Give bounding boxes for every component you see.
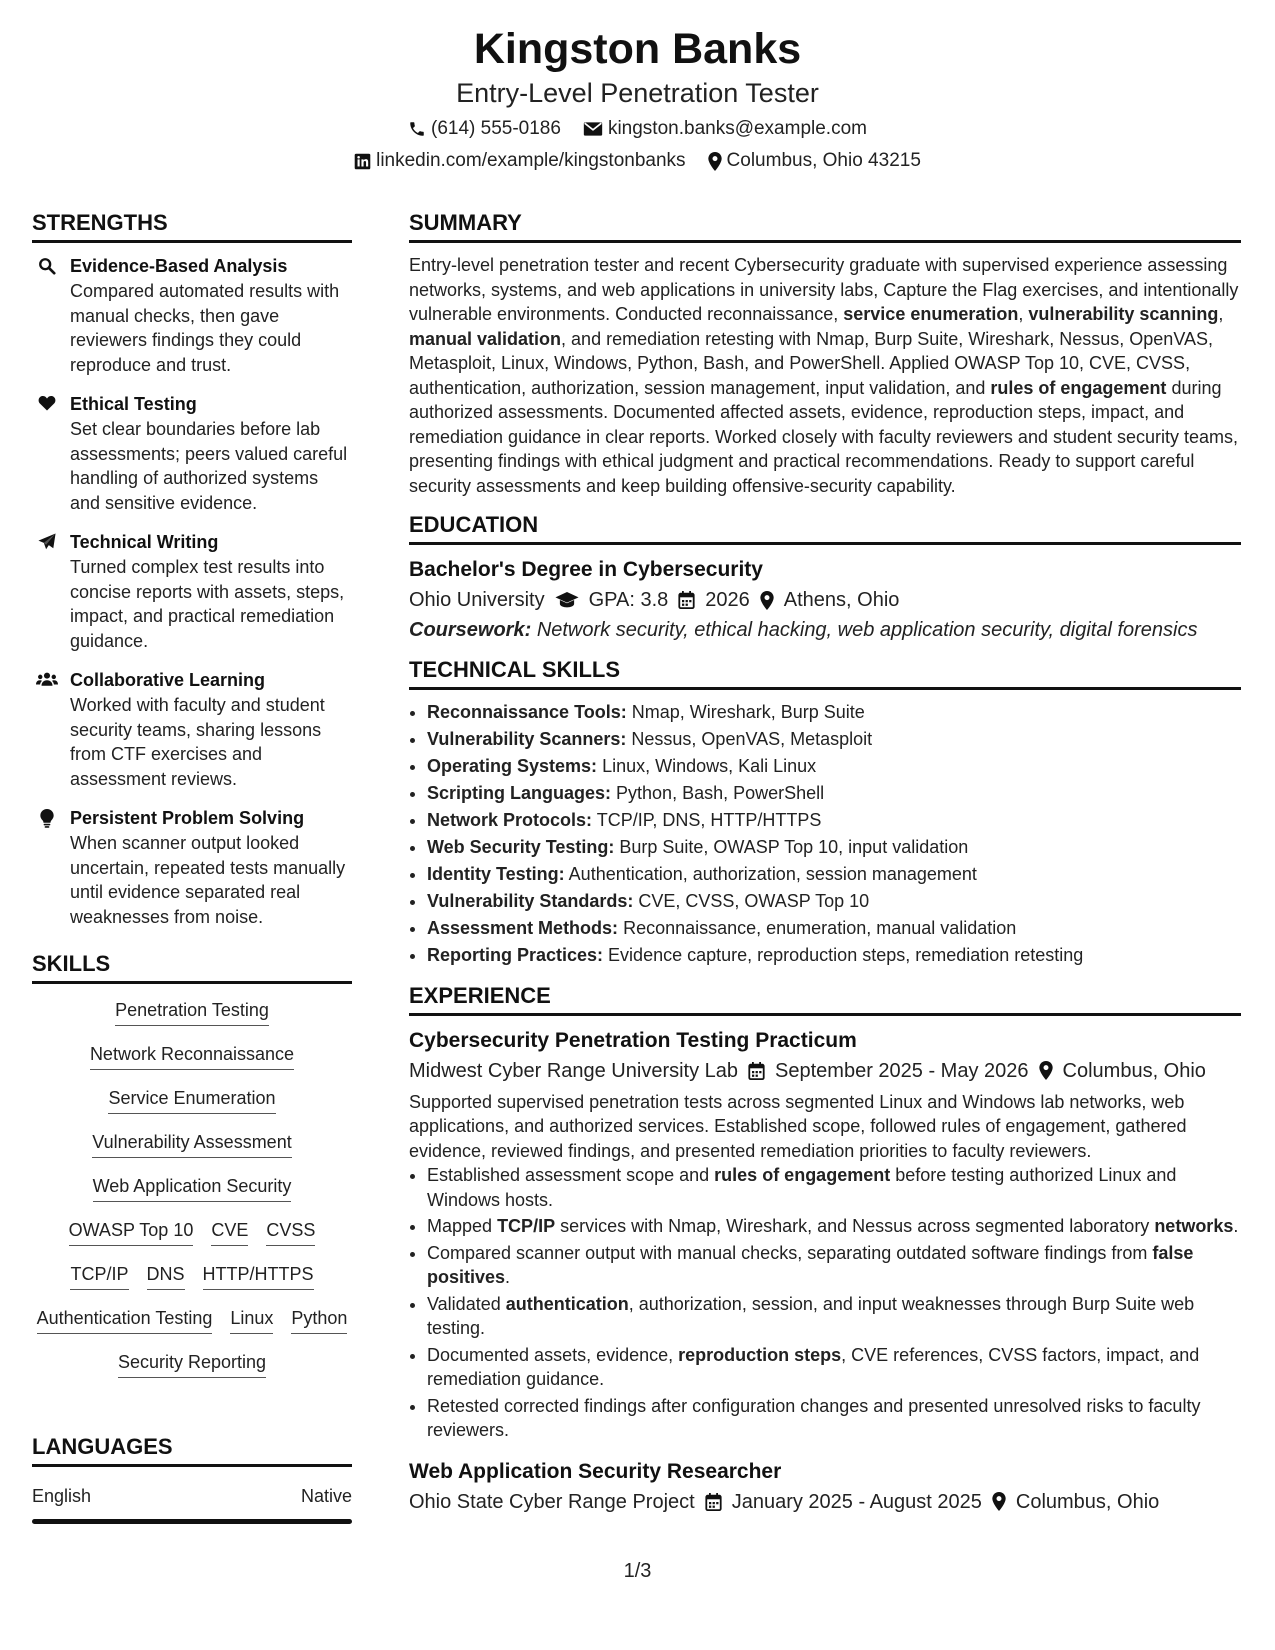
coursework-label: Coursework: [409, 619, 532, 641]
calendar-icon [748, 1062, 765, 1080]
skill-tag: Python [291, 1306, 347, 1334]
emphasis-text: reproduction steps [678, 1344, 842, 1365]
graduation-year: 2026 [705, 589, 750, 611]
strength-description: Compared automated results with manual checks, then gave reviewers findings they could reproduce and trust. [70, 281, 340, 375]
technical-skill-value: TCP/IP, DNS, HTTP/HTTPS [592, 810, 822, 830]
contact-row-1 [0, 116, 1275, 142]
body-text: services with Nmap, Wireshark, and Nessus across segmented laboratory [555, 1216, 1155, 1236]
job-bullet [427, 1394, 1241, 1443]
skills-list [32, 994, 352, 1386]
skills-heading: SKILLS [32, 949, 352, 984]
paper-plane-icon [38, 533, 56, 551]
education-meta [409, 585, 1241, 615]
body-text: , CVE references, CVSS factors, impact, and remediation guidance. [427, 1344, 1200, 1389]
skill-tag: OWASP Top 10 [69, 1218, 194, 1246]
job-bullet [427, 1292, 1241, 1341]
job-bullet [427, 1241, 1241, 1290]
job-description: Supported supervised penetration tests across segmented Linux and Windows lab networks, web applications, and authorized services. Established scope, followed rules of engagement, gathered evidence, reviewed findings, and presented remediation priorities to faculty reviewers. [409, 1091, 1187, 1161]
map-marker-icon [992, 1492, 1006, 1511]
job-meta [409, 1487, 1241, 1517]
skill-tag: Linux [230, 1306, 273, 1334]
experience-entry [409, 1026, 1241, 1443]
job-title: Cybersecurity Penetration Testing Practicum [409, 1028, 857, 1052]
strengths-heading: STRENGTHS [32, 208, 352, 243]
body-text: during authorized assessments. Documented affected assets, evidence, reproduction steps, impact, and remediation guidance in clear reports. Worked closely with faculty reviewers and student security teams, presenting findings with ethical judgment and practical recommendations. Ready to support careful security assessments and keep building offensive-security capability. [409, 377, 1239, 496]
technical-skill-value: Linux, Windows, Kali Linux [597, 756, 817, 776]
body-text: before testing authorized Linux and Windows hosts. [427, 1165, 1177, 1210]
technical-skill-value: Python, Bash, PowerShell [611, 783, 825, 803]
technical-skill-label: Identity Testing: [427, 864, 565, 884]
technical-skill-label: Reconnaissance Tools: [427, 702, 627, 722]
job-bullets [409, 1163, 1241, 1443]
emphasis-text: rules of engagement [714, 1165, 891, 1185]
technical-skill-value: Reconnaissance, enumeration, manual validation [618, 918, 1017, 938]
job-location: Columbus, Ohio [1015, 1490, 1160, 1513]
calendar-icon [705, 1493, 722, 1511]
skill-tag: Network Reconnaissance [90, 1042, 294, 1070]
body-text: . [1233, 1216, 1239, 1236]
map-marker-icon [760, 591, 774, 610]
technical-skill-item [427, 889, 1241, 915]
contact-row-2 [0, 148, 1275, 174]
location-contact [708, 148, 921, 174]
linkedin-icon [354, 153, 371, 170]
strength-item [32, 805, 352, 929]
technical-skill-label: Network Protocols: [427, 810, 593, 830]
body-text: Retested corrected findings after configuration changes and presented unresolved risks to faculty reviewers. [427, 1395, 1201, 1440]
skill-tag: DNS [147, 1262, 185, 1290]
strength-description: Turned complex test results into concise reports with assets, steps, impact, and practical remediation guidance. [70, 557, 345, 651]
emphasis-text: vulnerability scanning [1028, 304, 1219, 324]
technical-skill-label: Operating Systems: [427, 756, 598, 776]
email-contact[interactable] [583, 116, 867, 142]
emphasis-text: TCP/IP [497, 1216, 556, 1236]
summary-heading: SUMMARY [409, 208, 1241, 243]
skill-tag: Penetration Testing [115, 998, 269, 1026]
experience-entry [409, 1457, 1241, 1517]
technical-skill-value: CVE, CVSS, OWASP Top 10 [633, 891, 870, 911]
resume-header [0, 22, 1275, 174]
left-column [32, 208, 352, 1524]
technical-skill-label: Vulnerability Standards: [427, 891, 634, 911]
skill-tag: Service Enumeration [108, 1086, 275, 1114]
body-text: Mapped [427, 1216, 498, 1236]
skill-tag: Web Application Security [93, 1174, 292, 1202]
technical-skill-label: Vulnerability Scanners: [427, 729, 627, 749]
strength-title: Collaborative Learning [70, 670, 266, 690]
technical-skill-value: Burp Suite, OWASP Top 10, input validation [614, 837, 969, 857]
technical-skill-label: Scripting Languages: [427, 783, 612, 803]
skill-tag: Authentication Testing [37, 1306, 213, 1334]
body-text: Established assessment scope and [427, 1165, 715, 1185]
body-text: Compared scanner output with manual checks, separating outdated software findings from [427, 1242, 1153, 1263]
skill-tag: Vulnerability Assessment [92, 1130, 291, 1158]
calendar-icon [678, 591, 695, 609]
page-number: 1/3 [623, 1560, 652, 1582]
coursework-text: Network security, ethical hacking, web application security, digital forensics [536, 619, 1198, 641]
technical-skills-list [409, 700, 1241, 969]
job-organization: Midwest Cyber Range University Lab [409, 1059, 739, 1082]
candidate-title: Entry-Level Penetration Tester [456, 78, 819, 108]
emphasis-text: manual validation [409, 328, 562, 349]
job-dates: January 2025 - August 2025 [731, 1490, 982, 1513]
skill-tag: CVSS [266, 1218, 315, 1246]
strength-title: Persistent Problem Solving [70, 808, 305, 828]
technical-skill-label: Assessment Methods: [427, 918, 619, 938]
skill-tag: TCP/IP [70, 1262, 128, 1290]
job-bullet [427, 1214, 1241, 1239]
skill-tag: Security Reporting [118, 1350, 266, 1378]
phone-contact[interactable] [408, 116, 561, 142]
job-title: Web Application Security Researcher [409, 1459, 782, 1483]
job-organization: Ohio State Cyber Range Project [409, 1490, 695, 1513]
languages-heading: LANGUAGES [32, 1432, 352, 1467]
technical-skill-item [427, 700, 1241, 726]
technical-skill-item [427, 835, 1241, 861]
body-text: , [1018, 304, 1029, 324]
technical-skill-item [427, 781, 1241, 807]
education-heading: EDUCATION [409, 510, 1241, 545]
body-text: , and remediation retesting with Nmap, Burp Suite, Wireshark, Nessus, OpenVAS, Metasploit, Linux, Windows, Python, Bash, and PowerShell. Applied OWASP Top 10, CVE, CVSS, authentication, authorization, session management, input validation, and [409, 328, 1214, 398]
emphasis-text: rules of engagement [990, 377, 1167, 398]
experience-heading: EXPERIENCE [409, 981, 1241, 1016]
emphasis-text: authentication [505, 1293, 629, 1314]
strength-item [32, 667, 352, 791]
education-location: Athens, Ohio [783, 589, 900, 611]
strength-item [32, 253, 352, 377]
linkedin-contact[interactable] [354, 148, 685, 174]
strength-description: Worked with faculty and student security teams, sharing lessons from CTF exercises and assessment reviews. [70, 695, 325, 789]
degree-title: Bachelor's Degree in Cybersecurity [409, 558, 763, 581]
body-text: , authorization, session, and input weaknesses through Burp Suite web testing. [427, 1293, 1195, 1338]
strength-title: Ethical Testing [70, 394, 197, 414]
strength-title: Evidence-Based Analysis [70, 256, 288, 276]
emphasis-text: service enumeration [843, 304, 1019, 324]
technical-skill-item [427, 943, 1241, 969]
emphasis-text: false positives [427, 1242, 1194, 1287]
technical-skill-value: Nessus, OpenVAS, Metasploit [626, 729, 873, 749]
skill-tag: CVE [211, 1218, 248, 1246]
strength-item [32, 529, 352, 653]
users-icon [36, 671, 58, 687]
phone-icon [408, 120, 426, 138]
gpa: GPA: 3.8 [588, 589, 669, 611]
skill-tag: HTTP/HTTPS [203, 1262, 314, 1290]
technical-skills-heading: TECHNICAL SKILLS [409, 655, 1241, 690]
graduation-cap-icon [555, 592, 579, 608]
technical-skill-item [427, 808, 1241, 834]
strength-description: When scanner output looked uncertain, repeated tests manually until evidence separated real weaknesses from noise. [70, 833, 346, 927]
technical-skill-label: Reporting Practices: [427, 945, 604, 965]
email-text: kingston.banks@example.com [607, 118, 867, 139]
body-text: , [1218, 304, 1224, 324]
body-text: Entry-level penetration tester and recent Cybersecurity graduate with supervised experience assessing networks, systems, and web applications in university labs, Capture the Flag exercises, and intentionally vulnerable environments. Conducted reconnaissance, [409, 255, 1239, 324]
emphasis-text: networks [1154, 1216, 1234, 1236]
map-marker-icon [708, 152, 722, 171]
job-bullet [427, 1163, 1241, 1212]
strength-title: Technical Writing [70, 532, 219, 552]
job-location: Columbus, Ohio [1062, 1059, 1206, 1082]
job-bullet [427, 1343, 1241, 1392]
language-row [32, 1483, 352, 1509]
body-text: Validated [427, 1293, 506, 1314]
technical-skill-item [427, 916, 1241, 942]
school-name: Ohio University [409, 589, 545, 611]
linkedin-text: linkedin.com/example/kingstonbanks [376, 150, 686, 171]
lightbulb-icon [40, 809, 54, 828]
strength-item [32, 391, 352, 515]
language-level: Native [300, 1486, 352, 1506]
phone-text: (614) 555-0186 [431, 118, 561, 139]
search-icon [38, 257, 56, 275]
technical-skill-value: Authentication, authorization, session management [564, 864, 977, 884]
technical-skill-value: Nmap, Wireshark, Burp Suite [626, 702, 865, 722]
technical-skill-item [427, 862, 1241, 888]
body-text: . [505, 1267, 511, 1287]
job-meta [409, 1056, 1241, 1086]
job-dates: September 2025 - May 2026 [775, 1059, 1029, 1082]
map-marker-icon [1039, 1061, 1053, 1080]
technical-skill-item [427, 727, 1241, 753]
heart-icon [38, 395, 56, 411]
technical-skill-label: Web Security Testing: [427, 837, 615, 857]
technical-skill-item [427, 754, 1241, 780]
location-text: Columbus, Ohio 43215 [726, 150, 921, 171]
strength-description: Set clear boundaries before lab assessments; peers valued careful handling of authorized systems and sensitive evidence. [70, 419, 348, 513]
language-name: English [32, 1486, 92, 1506]
body-text: Documented assets, evidence, [427, 1344, 679, 1365]
candidate-name: Kingston Banks [473, 25, 802, 73]
technical-skill-value: Evidence capture, reproduction steps, remediation retesting [603, 945, 1084, 965]
coursework [409, 615, 1241, 645]
summary-text [409, 253, 1241, 498]
right-column [409, 208, 1241, 1517]
language-proficiency-bar [32, 1519, 352, 1524]
envelope-icon [583, 121, 603, 137]
